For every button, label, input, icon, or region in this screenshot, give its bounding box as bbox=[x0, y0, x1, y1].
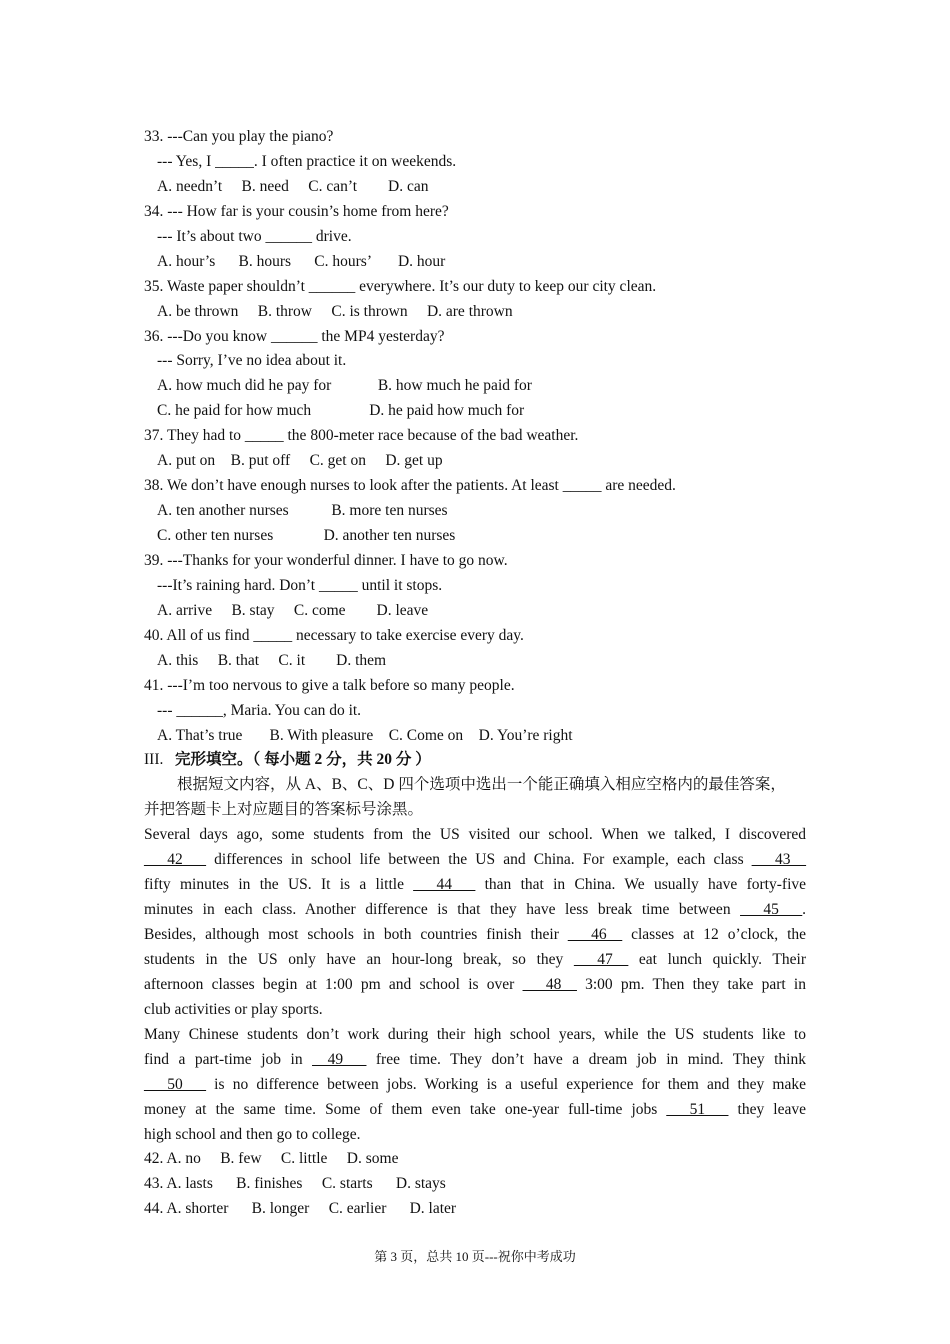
question-36-options-ab: A. how much did he pay for B. how much he paid for bbox=[157, 377, 532, 395]
question-33-options: A. needn’t B. need C. can’t D. can bbox=[157, 177, 429, 195]
question-36-stem: 36. ---Do you know ______ the MP4 yesterday? bbox=[144, 327, 445, 345]
passage-p1-line6: students in the US only have an hour-long break, so they ___47__ eat lunch quickly. Their bbox=[144, 950, 806, 968]
question-41-options: A. That’s true B. With pleasure C. Come on D. You’re right bbox=[157, 726, 573, 744]
blank-45: ___45___ bbox=[740, 901, 803, 919]
passage-p2-line2: find a part-time job in __49___ free time. They don’t have a dream job in mind. They think bbox=[144, 1050, 806, 1068]
passage-p2-line3: ___50___ is no difference between jobs. Working is a useful experience for them and they make bbox=[144, 1075, 806, 1093]
question-41-stem: 41. ---I’m too nervous to give a talk before so many people. bbox=[144, 676, 515, 694]
answer-43-options: 43. A. lasts B. finishes C. starts D. stays bbox=[144, 1175, 446, 1193]
question-38-options-cd: C. other ten nurses D. another ten nurses bbox=[157, 527, 456, 544]
page-footer: 第 3 页，总共 10 页---祝你中考成功 bbox=[374, 1249, 576, 1264]
blank-42: ___42___ bbox=[144, 851, 206, 869]
passage-p2-line4: money at the same time. Some of them even take one-year full-time jobs ___51___ they leave bbox=[144, 1100, 806, 1118]
blank-50: ___50___ bbox=[144, 1075, 206, 1093]
blank-49: __49___ bbox=[312, 1050, 367, 1068]
passage-p1-line2: ___42___ differences in school life between the US and China. For example, each class ___43__ bbox=[144, 851, 806, 869]
section-3-instructions-line2: 并把答题卡上对应题目的答案标号涂黑。 bbox=[144, 801, 424, 819]
question-37-options: A. put on B. put off C. get on D. get up bbox=[157, 452, 443, 470]
question-38-stem: 38. We don’t have enough nurses to look after the patients. At least _____ are needed. bbox=[144, 477, 676, 495]
question-37-stem: 37. They had to _____ the 800-meter race because of the bad weather. bbox=[144, 427, 579, 445]
section-3-number: III. bbox=[144, 751, 164, 769]
exam-content bbox=[144, 125, 806, 1222]
question-34-stem: 34. --- How far is your cousin’s home from here? bbox=[144, 202, 449, 220]
passage-p1-line5: Besides, although most schools in both countries finish their ___46__ classes at 12 o’clock, the bbox=[144, 926, 807, 943]
answer-44-options: 44. A. shorter B. longer C. earlier D. later bbox=[144, 1200, 457, 1218]
question-36-response: --- Sorry, I’ve no idea about it. bbox=[157, 352, 347, 370]
section-3-title: 完形填空。（ 每小题 2 分，共 20 分 ） bbox=[175, 751, 431, 769]
question-34-options: A. hour’s B. hours C. hours’ D. hour bbox=[157, 252, 446, 270]
blank-44: ___44___ bbox=[413, 876, 476, 894]
question-40-options: A. this B. that C. it D. them bbox=[157, 651, 387, 669]
passage-p1-line4: minutes in each class. Another difference is that they have less break time between ___45___. bbox=[144, 901, 806, 919]
question-41-response: --- ______, Maria. You can do it. bbox=[157, 701, 362, 719]
blank-43: ___43__ bbox=[751, 851, 806, 869]
question-39-response: ---It’s raining hard. Don’t _____ until it stops. bbox=[157, 576, 443, 594]
section-3-heading bbox=[144, 748, 806, 773]
blank-46: ___46__ bbox=[567, 926, 623, 943]
passage-p2-line5: high school and then go to college. bbox=[144, 1125, 361, 1143]
question-33-stem: 33. ---Can you play the piano? bbox=[144, 128, 334, 145]
question-36-options-cd: C. he paid for how much D. he paid how much for bbox=[157, 402, 525, 420]
passage-p2-line1: Many Chinese students don’t work during their high school years, while the US students like to bbox=[144, 1025, 806, 1043]
passage-p1-line7: afternoon classes begin at 1:00 pm and school is over ___48__ 3:00 pm. Then they take part in bbox=[144, 975, 806, 993]
passage-p1-line8: club activities or play sports. bbox=[144, 1000, 323, 1018]
blank-51: ___51___ bbox=[666, 1100, 729, 1118]
question-40-stem: 40. All of us find _____ necessary to take exercise every day. bbox=[144, 626, 524, 644]
blank-48: ___48__ bbox=[522, 975, 577, 993]
question-39-stem: 39. ---Thanks for your wonderful dinner. I have to go now. bbox=[144, 551, 508, 569]
passage-p1-line3: fifty minutes in the US. It is a little ___44___ than that in China. We usually have forty-five bbox=[144, 876, 807, 894]
question-34-response: --- It’s about two ______ drive. bbox=[157, 227, 352, 245]
question-38-options-ab: A. ten another nurses B. more ten nurses bbox=[157, 502, 448, 520]
question-39-options: A. arrive B. stay C. come D. leave bbox=[157, 601, 429, 619]
question-33-response: --- Yes, I _____. I often practice it on weekends. bbox=[157, 152, 457, 170]
answer-42-options: 42. A. no B. few C. little D. some bbox=[144, 1150, 399, 1168]
section-3-instructions-line1: 根据短文内容，从 A、B、C、D 四个选项中选出一个能正确填入相应空格内的最佳答案， bbox=[177, 776, 786, 794]
question-35-stem: 35. Waste paper shouldn’t ______ everywhere. It’s our duty to keep our city clean. bbox=[144, 277, 657, 295]
blank-47: ___47__ bbox=[573, 950, 629, 968]
question-35-options: A. be thrown B. throw C. is thrown D. are thrown bbox=[157, 302, 513, 320]
passage-p1-line1: Several days ago, some students from the US visited our school. When we talked, I discovered bbox=[144, 826, 806, 844]
